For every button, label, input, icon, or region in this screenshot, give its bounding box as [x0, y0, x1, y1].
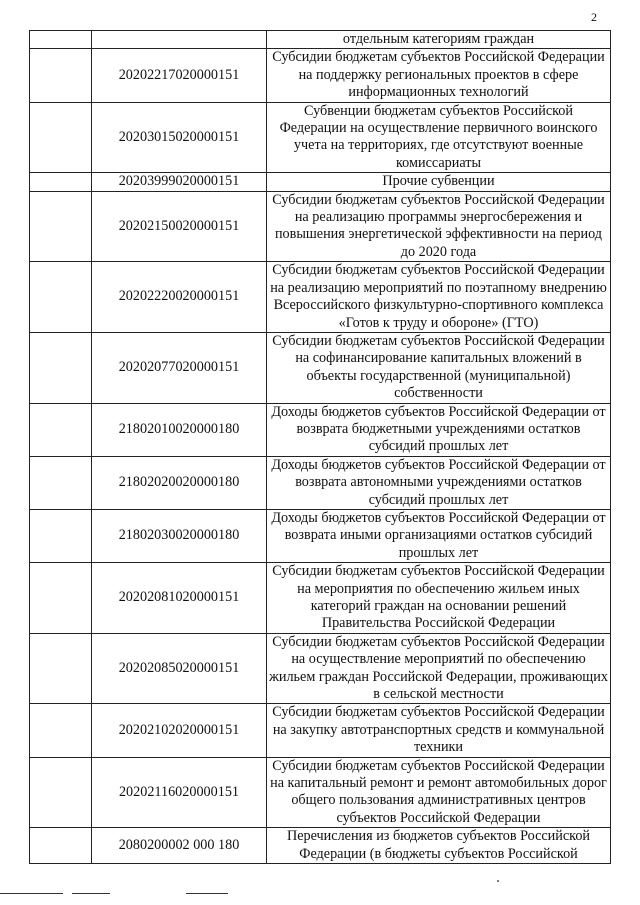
budget-code-cell: 20203999020000151: [92, 173, 267, 191]
income-codes-table: [29, 30, 611, 864]
description-cell: [267, 403, 611, 456]
description-cell: [267, 102, 611, 173]
description-line: на реализацию мероприятий по поэтапному внедрению: [270, 279, 607, 296]
description-line: в сельской местности: [373, 686, 504, 703]
empty-cell: [30, 456, 92, 509]
scan-speck: [497, 880, 499, 882]
empty-cell: [30, 704, 92, 757]
description-cell: [267, 332, 611, 403]
empty-cell: [30, 49, 92, 102]
description-line: прошлых лет: [398, 544, 479, 561]
description-cell: [267, 509, 611, 562]
description-line: Федерации (в бюджеты субъектов Российской: [299, 845, 578, 862]
empty-cell: [30, 191, 92, 262]
empty-cell: [30, 403, 92, 456]
budget-code-cell: 20202217020000151: [92, 49, 267, 102]
description-line: до 2020 года: [400, 243, 477, 260]
table-row: [30, 262, 611, 333]
description-line: Субсидии бюджетам субъектов Российской Федерации: [272, 262, 605, 279]
description-line: информационных технологий: [348, 84, 529, 101]
empty-cell: [30, 262, 92, 333]
description-line: на мероприятия по обеспечению жильем иных: [297, 580, 580, 597]
description-line: Субсидии бюджетам субъектов Российской Федерации: [272, 633, 605, 650]
table-row: [30, 102, 611, 173]
description-line: повышения энергетической эффективности на период: [274, 226, 603, 243]
table-row: [30, 633, 611, 704]
budget-code-cell: 21802020020000180: [92, 456, 267, 509]
description-line: возврата бюджетными учреждениями остатков: [296, 420, 581, 437]
description-line: на софинансирование капитальных вложений в: [295, 350, 582, 367]
empty-cell: [30, 31, 92, 49]
description-cell: [267, 704, 611, 757]
budget-code-cell: 20202081020000151: [92, 563, 267, 634]
budget-code-cell: 21802030020000180: [92, 509, 267, 562]
description-line: Субсидии бюджетам субъектов Российской Федерации: [272, 49, 605, 66]
description-line: Всероссийского физкультурно-спортивного комплекса: [273, 297, 604, 314]
description-cell: [267, 456, 611, 509]
description-line: собственности: [394, 385, 483, 402]
description-line: Прочие субвенции: [382, 173, 495, 190]
empty-cell: [30, 633, 92, 704]
description-line: категорий граждан на основании решений: [310, 598, 567, 614]
empty-cell: [30, 332, 92, 403]
table-row: [30, 191, 611, 262]
description-line: техники: [413, 739, 464, 756]
table-row: [30, 403, 611, 456]
empty-cell: [30, 563, 92, 634]
table-body: [30, 31, 611, 864]
footer-rule: [72, 893, 110, 894]
description-line: Правительства Российской Федерации: [321, 615, 556, 632]
table-row: [30, 704, 611, 757]
description-line: на реализацию программы энергосбережения и: [294, 209, 583, 226]
description-line: отдельным категориям граждан: [342, 31, 535, 47]
budget-code-cell: 21802010020000180: [92, 403, 267, 456]
description-cell: [267, 633, 611, 704]
table-row: [30, 509, 611, 562]
description-line: общего пользования административных центров: [291, 792, 586, 809]
description-cell: [267, 262, 611, 333]
description-line: объекты государственной (муниципальной): [306, 367, 571, 384]
description-line: на капитальный ремонт и ремонт автомобильных дорог: [270, 775, 607, 792]
footer-rule: [186, 893, 228, 894]
budget-code-cell: 2080200002 000 180: [92, 828, 267, 864]
budget-code-cell: [92, 31, 267, 49]
table-row: [30, 173, 611, 191]
description-line: Федерации на осуществление первичного воинского: [279, 120, 598, 137]
description-line: Доходы бюджетов субъектов Российской Федерации от: [271, 509, 606, 526]
budget-code-cell: 20202150020000151: [92, 191, 267, 262]
table-row: [30, 31, 611, 49]
description-line: учета на территориях, где отсутствуют военные: [293, 137, 584, 154]
budget-code-cell: 20202085020000151: [92, 633, 267, 704]
table-row: [30, 828, 611, 864]
table-row: [30, 757, 611, 828]
empty-cell: [30, 509, 92, 562]
description-line: «Готов к труду и обороне» (ГТО): [338, 314, 539, 331]
description-line: Субсидии бюджетам субъектов Российской Федерации: [272, 757, 605, 774]
description-line: возврата иными организациями остатков субсидий: [284, 527, 593, 544]
description-line: Доходы бюджетов субъектов Российской Федерации от: [271, 403, 606, 420]
description-cell: [267, 49, 611, 102]
description-line: Субсидии бюджетам субъектов Российской Федерации: [272, 704, 605, 721]
budget-code-cell: 20202077020000151: [92, 332, 267, 403]
budget-code-cell: 20202116020000151: [92, 757, 267, 828]
description-cell: [267, 31, 611, 49]
description-line: на осуществление мероприятий по обеспечению: [291, 651, 586, 668]
description-cell: [267, 563, 611, 634]
description-line: Субсидии бюджетам субъектов Российской Федерации: [272, 332, 605, 349]
budget-code-cell: 20202220020000151: [92, 262, 267, 333]
footer-rule: [0, 893, 63, 894]
description-line: субъектов Российской Федерации: [336, 809, 541, 826]
description-line: на закупку автотранспортных средств и коммунальной: [272, 721, 605, 738]
table-row: [30, 49, 611, 102]
empty-cell: [30, 102, 92, 173]
description-line: Доходы бюджетов субъектов Российской Федерации от: [271, 456, 606, 473]
table-row: [30, 456, 611, 509]
description-line: Перечисления из бюджетов субъектов Российской: [286, 828, 591, 845]
description-cell: [267, 191, 611, 262]
empty-cell: [30, 828, 92, 864]
description-line: субсидий прошлых лет: [368, 438, 509, 455]
description-line: субсидий прошлых лет: [368, 491, 509, 508]
budget-code-cell: 20203015020000151: [92, 102, 267, 173]
table-row: [30, 332, 611, 403]
description-line: Субсидии бюджетам субъектов Российской Федерации: [272, 563, 605, 580]
description-line: на поддержку региональных проектов в сфере: [298, 66, 579, 83]
page-number: 2: [591, 10, 597, 24]
description-cell: [267, 173, 611, 191]
description-line: жильем граждан Российской Федерации, проживающих: [269, 668, 608, 685]
budget-code-cell: 20202102020000151: [92, 704, 267, 757]
table-row: [30, 563, 611, 634]
description-line: возврата автономными учреждениями остатков: [295, 474, 582, 491]
description-line: комиссариаты: [396, 154, 481, 171]
description-line: Субсидии бюджетам субъектов Российской Федерации: [272, 191, 605, 208]
empty-cell: [30, 757, 92, 828]
description-cell: [267, 757, 611, 828]
description-line: Субвенции бюджетам субъектов Российской: [304, 102, 573, 119]
description-cell: [267, 828, 611, 864]
empty-cell: [30, 173, 92, 191]
